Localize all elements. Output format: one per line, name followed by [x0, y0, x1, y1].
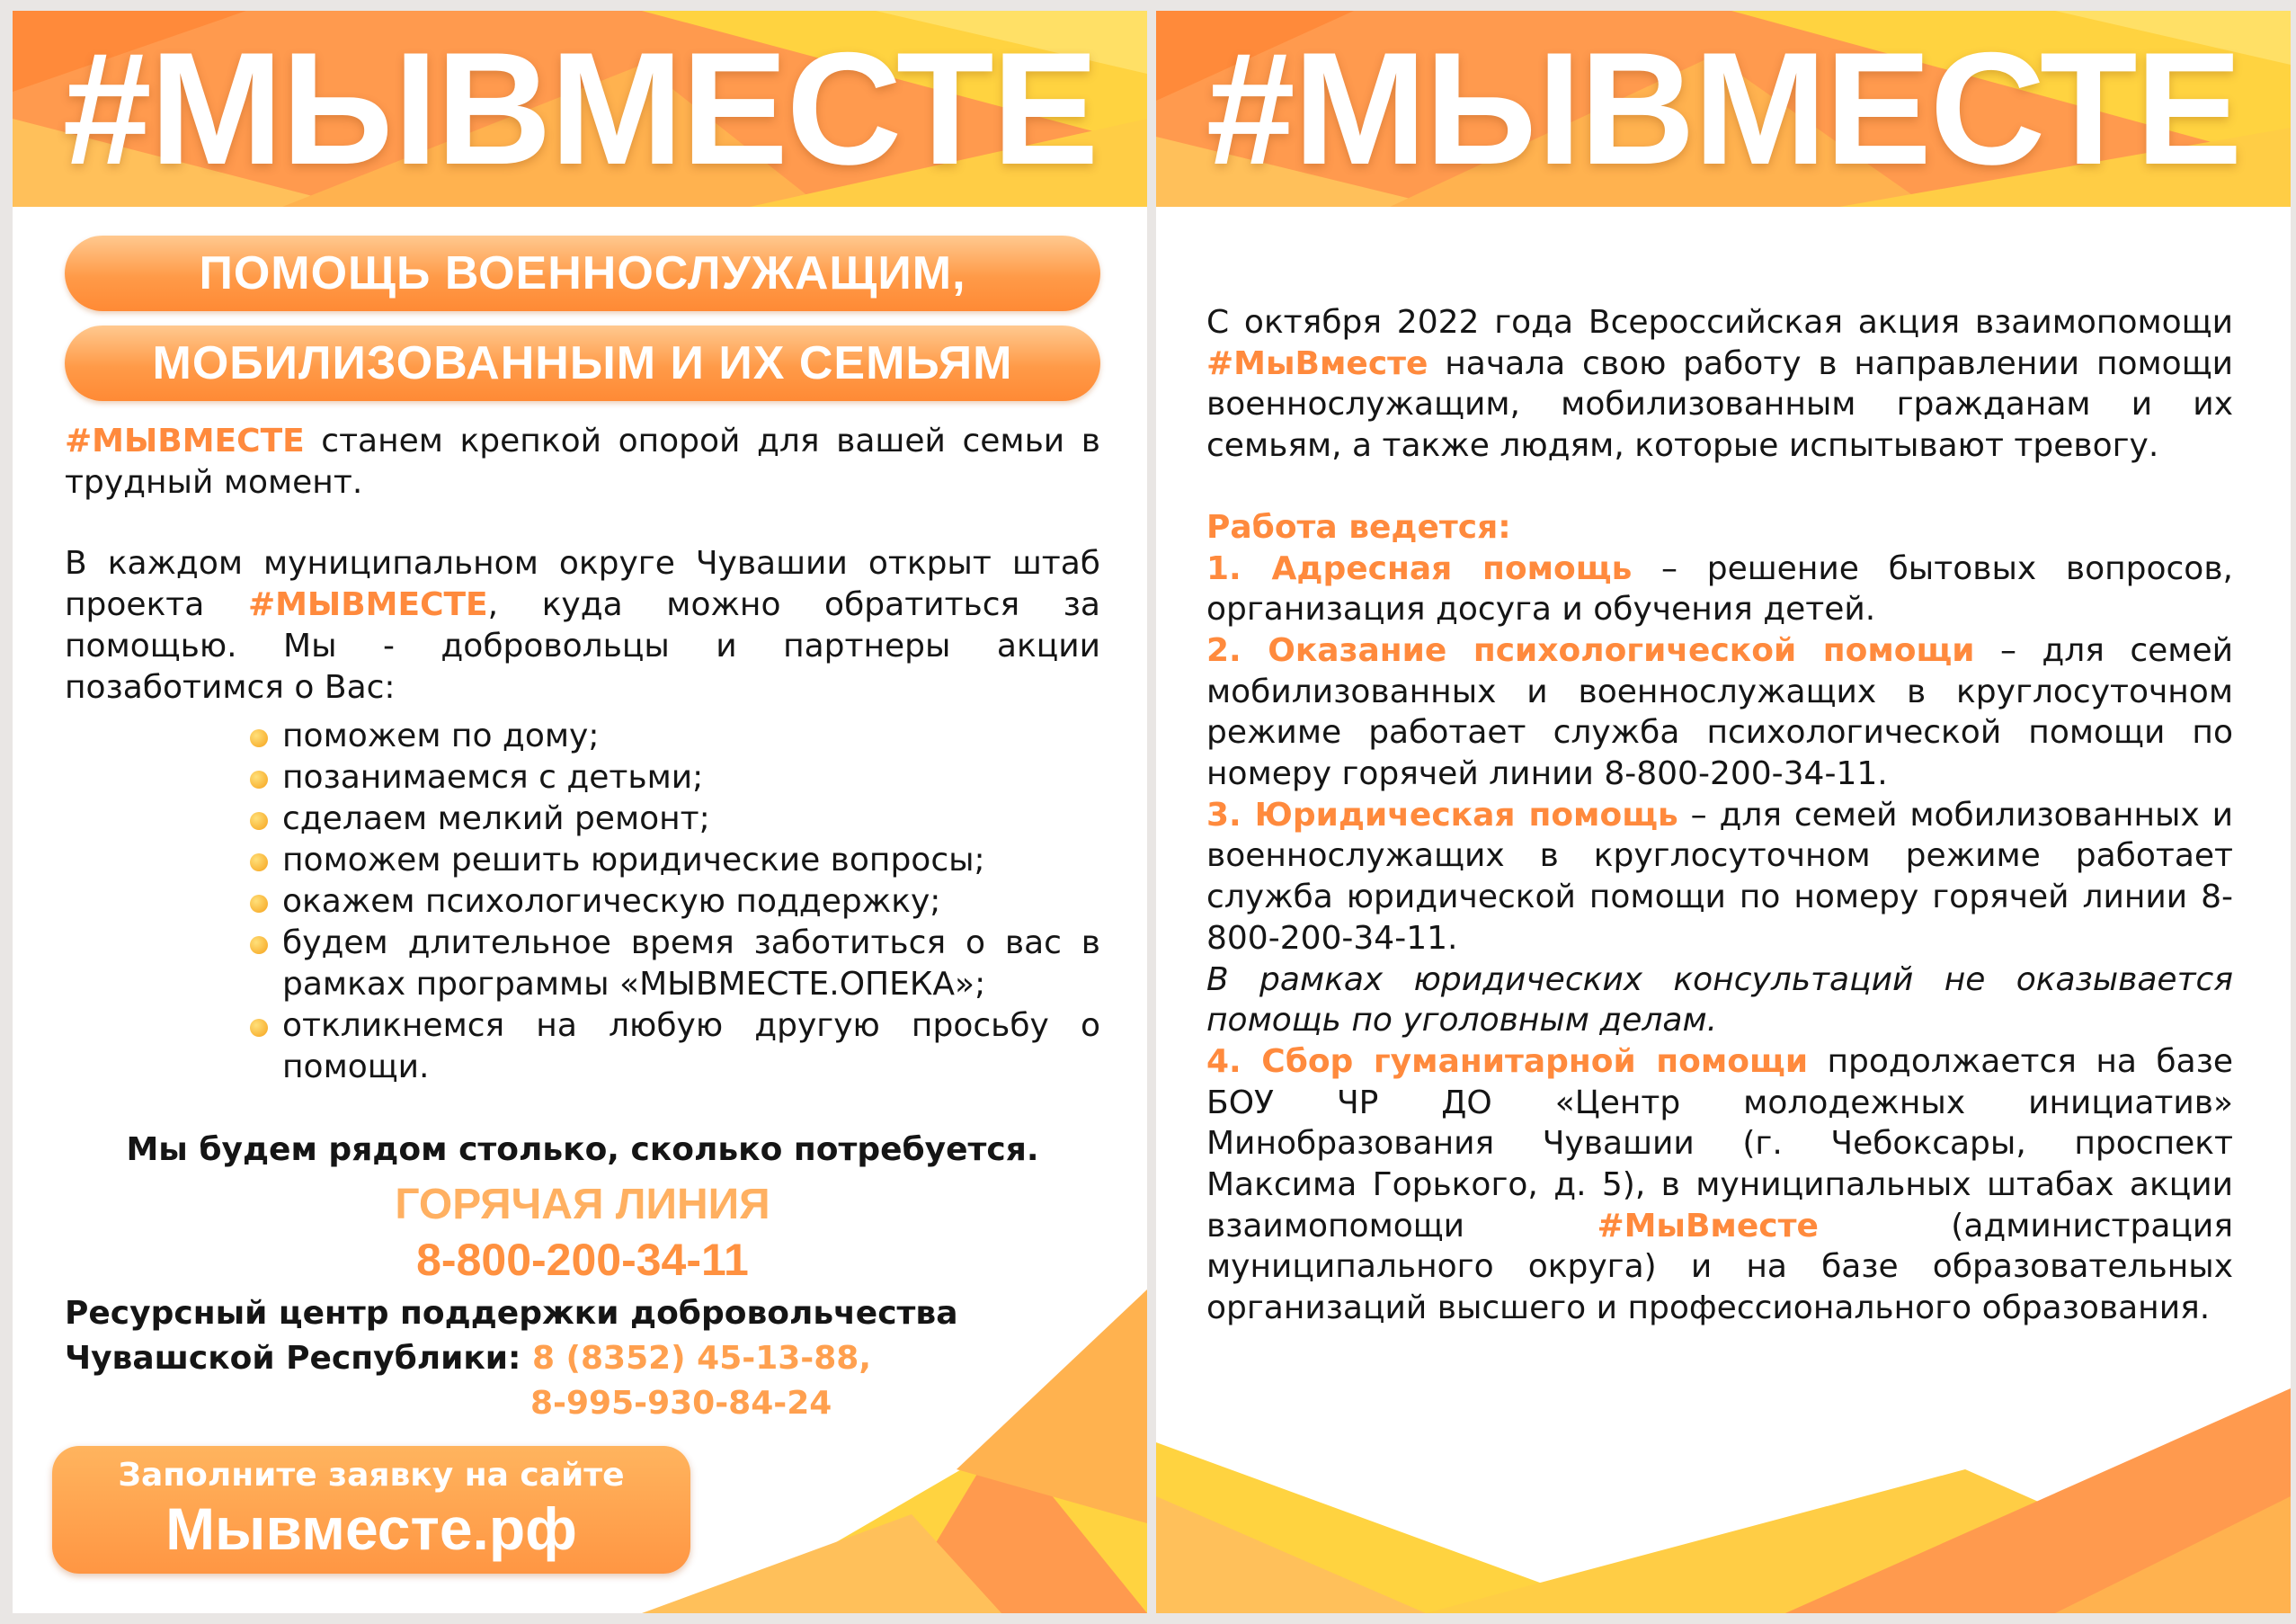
apply-button[interactable]: [52, 1446, 690, 1574]
help-list: [250, 716, 1100, 1088]
bullet-icon: [250, 1019, 268, 1037]
headline-pill-1: ПОМОЩЬ ВОЕННОСЛУЖАЩИМ,: [65, 236, 1100, 311]
headline-pill-2: МОБИЛИЗОВАННЫМ И ИХ СЕМЬЯМ: [65, 326, 1100, 401]
list-item: поможем решить юридические вопросы;: [250, 840, 1100, 881]
banner: [1156, 11, 2291, 207]
right-intro: С октября 2022 года Всероссийская акция взаимопомощи #МыВместе начала свою работу в направлении помощи военнослужащим, мобилизованным гражданам и их семьям, а также людям, которые испытывают тревогу.: [1206, 304, 2233, 465]
list-item: поможем по дому;: [250, 716, 1100, 757]
headquarters-text-1: В каждом муниципальном округе Чувашии открыт штаб проекта: [65, 545, 1100, 623]
bullet-icon: [250, 812, 268, 830]
bullet-icon: [250, 729, 268, 747]
list-item: окажем психологическую поддержку;: [250, 881, 1100, 923]
banner-title: #МЫВМЕСТЕ: [1206, 19, 2241, 198]
together-line: Мы будем рядом столько, сколько потребуется.: [126, 1131, 1039, 1168]
intro-paragraph: [65, 421, 1100, 504]
headquarters-paragraph: [65, 543, 1100, 709]
banner: [13, 11, 1147, 207]
intro-tag: #МЫВМЕСТЕ: [65, 423, 305, 460]
hotline-number: 8-800-200-34-11: [416, 1235, 749, 1285]
work-item-4: 4. Сбор гуманитарной помощи продолжается на базе БОУ ЧР ДО «Центр молодежных инициатив» Минобразования Чувашии (г. Чебоксары, проспект Максима Горького, д. 5), в муниципальных штабах акции взаимопомощи #МыВместе (администрация муниципального округа) и на базе образовательных организаций высшего и профессионального образования.: [1206, 1042, 2233, 1327]
hotline-title: ГОРЯЧАЯ ЛИНИЯ: [395, 1181, 770, 1228]
resource-center-line1: Ресурсный центр поддержки добровольчества: [65, 1295, 958, 1332]
bullet-icon: [250, 853, 268, 871]
resource-center-line2: Чувашской Республики: 8 (8352) 45-13-88,: [65, 1340, 872, 1377]
list-item: позанимаемся с детьми;: [250, 757, 1100, 799]
left-flyer: [13, 11, 1147, 1613]
list-item: будем длительное время заботиться о вас в рамках программы «МЫВМЕСТЕ.ОПЕКА»;: [250, 923, 1100, 1005]
right-text: [1206, 302, 2233, 1329]
list-item: сделаем мелкий ремонт;: [250, 799, 1100, 840]
list-item: откликнемся на любую другую просьбу о помощи.: [250, 1005, 1100, 1088]
spacer: [1206, 467, 2233, 507]
bullet-icon: [250, 771, 268, 789]
work-title: Работа ведется:: [1206, 508, 1511, 546]
resource-phone-1: 8 (8352) 45-13-88,: [531, 1340, 872, 1377]
bottom-decoration: [1156, 1388, 2291, 1613]
resource-phone-2: 8-995-930-84-24: [530, 1385, 832, 1422]
legal-note: В рамках юридических консультаций не оказывается помощь по уголовным делам.: [1206, 960, 2233, 1040]
apply-site-link[interactable]: Мывместе.рф: [165, 1495, 577, 1562]
work-item-3: 3. Юридическая помощь – для семей мобилизованных и военнослужащих в круглосуточном режиме работает служба юридической помощи по номеру горячей линии 8-800-200-34-11.: [1206, 796, 2234, 957]
bullet-icon: [250, 895, 268, 913]
right-intro-tag: #МыВместе: [1206, 344, 1428, 382]
resource-center-line3: [65, 1381, 1100, 1426]
work-item-2: 2. Оказание психологической помощи – для семей мобилизованных и военнослужащих в круглосуточном режиме работает служба психологической помощи по номеру горячей линии 8-800-200-34-11.: [1206, 631, 2233, 793]
bullet-icon: [250, 936, 268, 954]
resource-center: [65, 1291, 1100, 1426]
work-item-1: 1. Адресная помощь – решение бытовых вопросов, организация досуга и обучения детей.: [1206, 549, 2233, 629]
intro-text: станем крепкой опорой для вашей семьи в трудный момент.: [65, 423, 1100, 501]
headquarters-tag: #МЫВМЕСТЕ: [247, 586, 488, 623]
headquarters-text-2: , куда можно обратиться за помощью. Мы - добровольцы и партнеры акции позаботимся о Вас:: [65, 586, 1100, 706]
banner-title: #МЫВМЕСТЕ: [62, 19, 1098, 198]
apply-label: Заполните заявку на сайте: [118, 1457, 625, 1494]
right-flyer: [1156, 11, 2291, 1613]
